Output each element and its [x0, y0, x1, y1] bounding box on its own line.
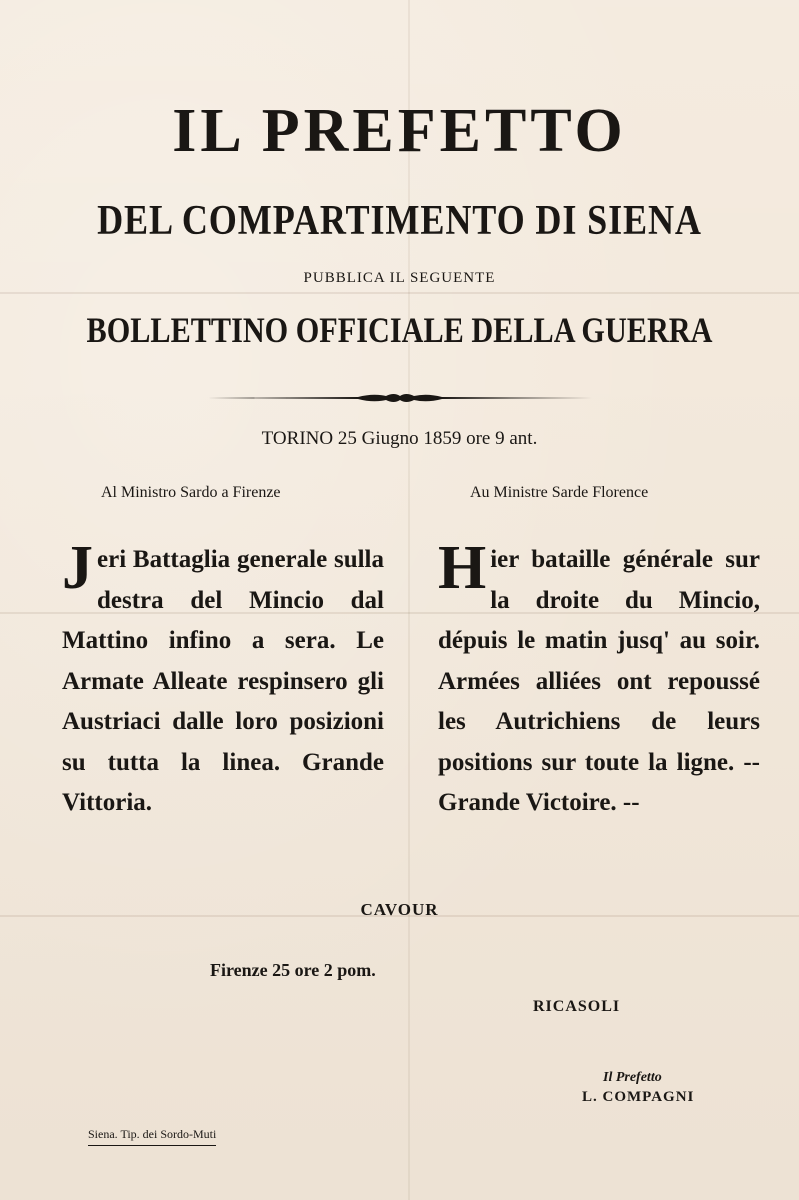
ornamental-rule: [208, 388, 592, 408]
french-bulletin-text: [438, 534, 760, 824]
poster-subtitle: DEL COMPARTIMENTO DI SIENA: [97, 198, 702, 244]
ricasoli-signature: RICASOLI: [533, 998, 621, 1015]
paper-fold-line: [0, 292, 799, 294]
prefetto-name: L. COMPAGNI: [582, 1089, 695, 1105]
french-dropcap: H: [438, 534, 487, 602]
cavour-signature: CAVOUR: [360, 900, 439, 919]
left-column-heading: Al Ministro Sardo a Firenze: [101, 484, 281, 501]
pubblica-line: PUBBLICA IL SEGUENTE: [303, 270, 496, 286]
poster-title: IL PREFETTO: [172, 97, 627, 165]
prefetto-label: Il Prefetto: [603, 1070, 662, 1085]
firenze-timestamp: Firenze 25 ore 2 pom.: [210, 960, 376, 980]
dateline: TORINO 25 Giugno 1859 ore 9 ant.: [261, 428, 538, 449]
right-column-heading: Au Ministre Sarde Florence: [470, 484, 649, 501]
italian-dropcap: J: [62, 534, 93, 602]
paper-fold-line: [408, 0, 410, 1200]
italian-bulletin-text: [62, 534, 384, 824]
italian-body: eri Battaglia generale sulla destra del Mincio dal Mattino infino a sera. Le Armate Alleate respinsero gli Austriaci dalle loro posizioni su tutta la linea. Grande Vittoria.: [62, 546, 384, 816]
printer-imprint: Siena. Tip. dei Sordo-Muti: [88, 1127, 216, 1146]
bollettino-heading: BOLLETTINO OFFICIALE DELLA GUERRA: [86, 310, 713, 350]
french-body: ier bataille générale sur la droite du Mincio, dépuis le matin jusq' au soir. Armées alliées ont repoussé les Autrichiens de leurs positions sur toute la ligne. -- Grande Victoire. --: [438, 546, 760, 816]
